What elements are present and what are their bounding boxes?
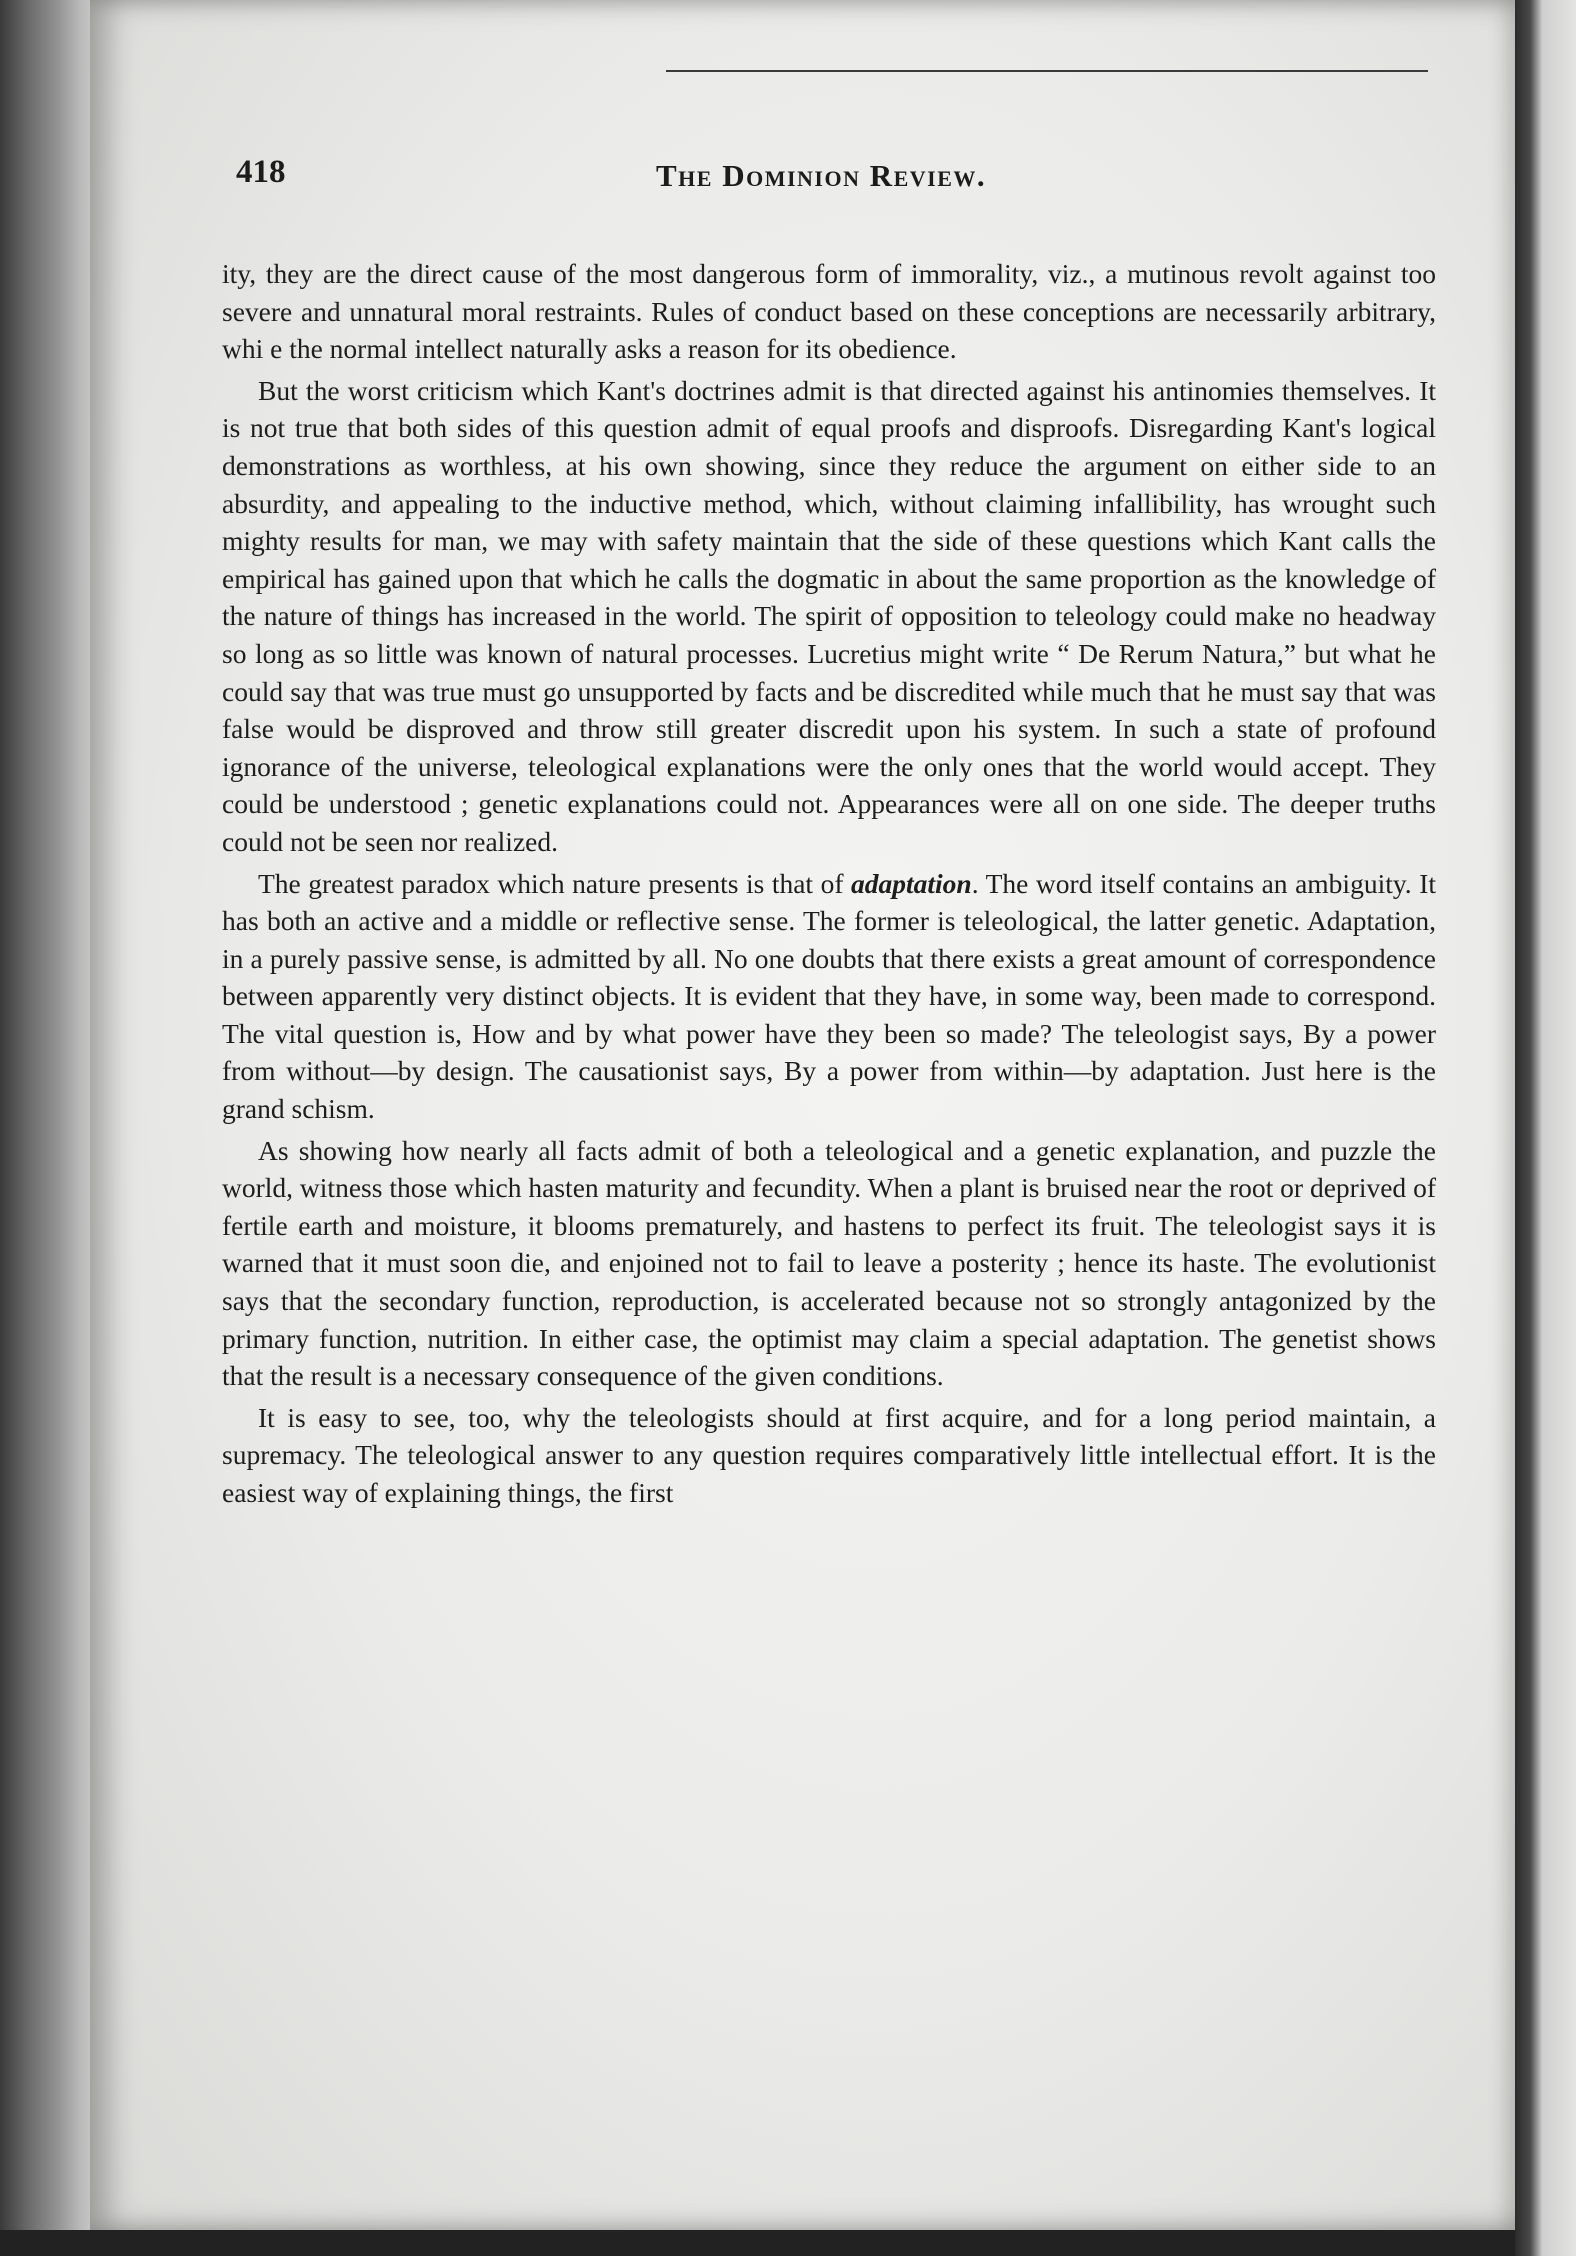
paragraph-continued: ity, they are the direct cause of the most dangerous form of immorality, viz., a mutinous revolt against too severe and unnatural moral restraints. Rules of conduct based on these conceptions are necessarily arbitrary, whi e the normal intellect naturally asks a reason for its obedience. xyxy=(222,258,1436,365)
running-title: The Dominion Review. xyxy=(656,158,987,193)
facing-page-edge xyxy=(1515,0,1576,2256)
page-body xyxy=(222,255,1436,1516)
book-binding-edge xyxy=(0,0,100,2256)
page-bottom-edge xyxy=(0,2230,1515,2256)
page-header xyxy=(236,150,1430,210)
paragraph-maturity-fecundity: As showing how nearly all facts admit of both a teleological and a genetic explanation, and puzzle the world, witness those which hasten maturity and fecundity. When a plant is bruised near the root or deprived of fertile earth and moisture, it blooms prematurely, and hastens to perfect its fruit. The teleologist says it is warned that it must soon die, and enjoined not to fail to leave a posterity ; hence its haste. The evolutionist says that the secondary function, reproduction, is accelerated because not so strongly antagonized by the primary function, nutrition. In either case, the optimist may claim a special adaptation. The genetist shows that the result is a necessary consequence of the given conditions. xyxy=(222,1134,1436,1392)
paragraph-kant-antinomies: But the worst criticism which Kant's doctrines admit is that directed against his antinomies themselves. It is not true that both sides of this question admit of equal proofs and disproofs. Disregarding Kant's logical demonstrations as worthless, at his own showing, since they reduce the argument on either side to an absurdity, and appealing to the inductive method, which, without claiming infallibility, has wrought such mighty results for man, we may with safety maintain that the side of these questions which Kant calls the empirical has gained upon that which he calls the dogmatic in about the same proportion as the knowledge of the nature of things has increased in the world. The spirit of opposition to teleology could make no headway so long as so little was known of natural processes. Lucretius might write “ De Rerum Natura,” but what he could say that was true must go unsupported by facts and be discredited while much that he must say that was false would be disproved and throw still greater discredit upon his system. In such a state of profound ignorance of the universe, teleological explanations were the only ones that the world would accept. They could be understood ; genetic explanations could not. Appearances were all on one side. The deeper truths could not be seen nor realized. xyxy=(222,374,1436,857)
page-number: 418 xyxy=(236,154,286,190)
paragraph-adaptation-lead: The greatest paradox which nature presents is that of xyxy=(258,867,852,899)
paragraph-adaptation-rest: . The word itself contains an ambiguity. It has both an active and a middle or reflective sense. The former is teleological, the latter genetic. Adaptation, in a purely passive sense, is admitted by all. No one doubts that there exists a great amount of correspondence between apparently very distinct objects. It is evident that they have, in some way, been made to correspond. The vital question is, How and by what power have they been so made? The teleologist says, By a power from without—by design. The causationist says, By a power from within—by adaptation. Just here is the grand schism. xyxy=(222,867,1436,1125)
header-rule xyxy=(666,70,1428,72)
paragraph-teleologists-supremacy: It is easy to see, too, why the teleologists should at first acquire, and for a long period maintain, a supremacy. The teleological answer to any question requires comparatively little intellectual effort. It is the easiest way of explaining things, the first xyxy=(222,1401,1436,1508)
adaptation-emphasis: adaptation xyxy=(851,867,972,899)
paragraph-adaptation xyxy=(222,865,1436,1128)
